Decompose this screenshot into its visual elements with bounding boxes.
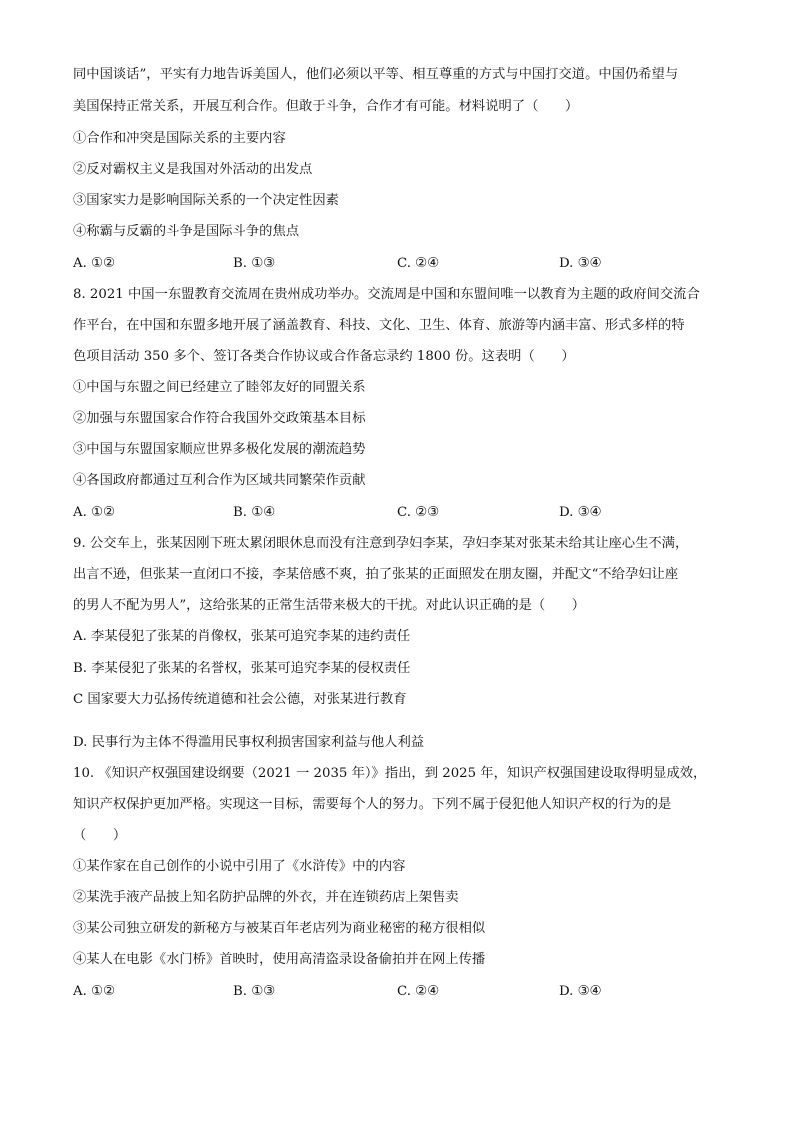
q10-statement: ③某公司独立研发的新秘方与被某百年老店列为商业秘密的秘方很相似 bbox=[73, 921, 486, 936]
q8-statement: ①中国与东盟之间已经建立了睦邻友好的同盟关系 bbox=[73, 380, 366, 395]
q7-option-a[interactable]: A. ①② bbox=[73, 256, 115, 271]
q8-stem-line: 8. 2021 中国一东盟教育交流周在贵州成功举办。交流周是中国和东盟间唯一以教育为主题的政府间交流合 bbox=[73, 287, 700, 302]
q9-choice-c[interactable]: C 国家要大力弘扬传统道德和社会公德，对张某进行教育 bbox=[73, 692, 407, 707]
q8-stem-line: 作平台，在中国和东盟多地开展了涵盖教育、科技、文化、卫生、体育、旅游等内涵丰富、形式多样的特 bbox=[73, 318, 685, 333]
q10-option-b[interactable]: B. ①③ bbox=[233, 984, 276, 999]
q7-option-d[interactable]: D. ③④ bbox=[559, 256, 602, 271]
q10-statement: ④某人在电影《水门桥》首映时，使用高清盗录设备偷拍并在网上传播 bbox=[73, 952, 486, 967]
q9-choice-b[interactable]: B. 李某侵犯了张某的名誉权，张某可追究李某的侵权责任 bbox=[73, 661, 411, 676]
q9-stem-line: 的男人不配为男人”，这给张某的正常生活带来极大的干扰。对此认识正确的是（ ） bbox=[73, 598, 586, 613]
q8-options bbox=[73, 504, 733, 522]
q10-option-c[interactable]: C. ②④ bbox=[397, 984, 439, 999]
q8-statement: ②加强与东盟国家合作符合我国外交政策基本目标 bbox=[73, 411, 366, 426]
q8-statement: ③中国与东盟国家顺应世界多极化发展的潮流趋势 bbox=[73, 442, 366, 457]
q10-option-a[interactable]: A. ①② bbox=[73, 984, 115, 999]
q8-statement: ④各国政府都通过互利合作为区域共同繁荣作贡献 bbox=[73, 473, 366, 488]
q10-stem-line: 10. 《知识产权强国建设纲要（2021 一 2035 年）》指出，到 2025 年，知识产权强国建设取得明显成效， bbox=[73, 766, 707, 781]
q7-options bbox=[73, 255, 733, 273]
q10-options bbox=[73, 983, 733, 1001]
q7-statement: ④称霸与反霸的斗争是国际斗争的焦点 bbox=[73, 224, 300, 239]
q7-statement: ③国家实力是影响国际关系的一个决定性因素 bbox=[73, 193, 339, 208]
q9-choice-a[interactable]: A. 李某侵犯了张某的肖像权，张某可追究李某的违约责任 bbox=[73, 629, 411, 644]
q10-statement: ①某作家在自己创作的小说中引用了《水浒传》中的内容 bbox=[73, 859, 406, 874]
q7-option-c[interactable]: C. ②④ bbox=[397, 256, 439, 271]
q9-choice-d[interactable]: D. 民事行为主体不得滥用民事权利损害国家利益与他人利益 bbox=[73, 735, 425, 750]
q7-statement: ①合作和冲突是国际关系的主要内容 bbox=[73, 131, 286, 146]
q8-stem-line: 色项目活动 350 多个、签订各类合作协议或合作备忘录约 1800 份。这表明（ ） bbox=[73, 349, 575, 364]
q10-stem-line: 知识产权保护更加严格。实现这一目标，需要每个人的努力。下列不属于侵犯他人知识产权的行为的是 bbox=[73, 797, 672, 812]
q7-option-b[interactable]: B. ①③ bbox=[233, 256, 276, 271]
q8-option-c[interactable]: C. ②③ bbox=[397, 505, 439, 520]
q10-option-d[interactable]: D. ③④ bbox=[559, 984, 602, 999]
q7-statement: ②反对霸权主义是我国对外活动的出发点 bbox=[73, 162, 313, 177]
q9-stem-line: 出言不逊，但张某一直闭口不接，李某倍感不爽，拍了张某的正面照发在朋友圈，并配文“不给孕妇让座 bbox=[73, 567, 679, 582]
q8-option-d[interactable]: D. ③④ bbox=[559, 505, 602, 520]
q9-stem-line: 9. 公交车上，张某因刚下班太累闭眼休息而没有注意到孕妇李某，孕妇李某对张某未给其让座心生不满， bbox=[73, 536, 689, 551]
q10-statement: ②某洗手液产品披上知名防护品牌的外衣，并在连锁药店上架售卖 bbox=[73, 890, 459, 905]
q7-stem-line: 美国保持正常关系，开展互利合作。但敢于斗争，合作才有可能。材料说明了（ ） bbox=[73, 99, 579, 114]
q8-option-a[interactable]: A. ①② bbox=[73, 505, 115, 520]
q10-stem-line: （ ） bbox=[73, 828, 127, 843]
q7-stem-line: 同中国谈话”，平实有力地告诉美国人，他们必须以平等、相互尊重的方式与中国打交道。中国仍希望与 bbox=[73, 67, 679, 82]
q8-option-b[interactable]: B. ①④ bbox=[233, 505, 276, 520]
